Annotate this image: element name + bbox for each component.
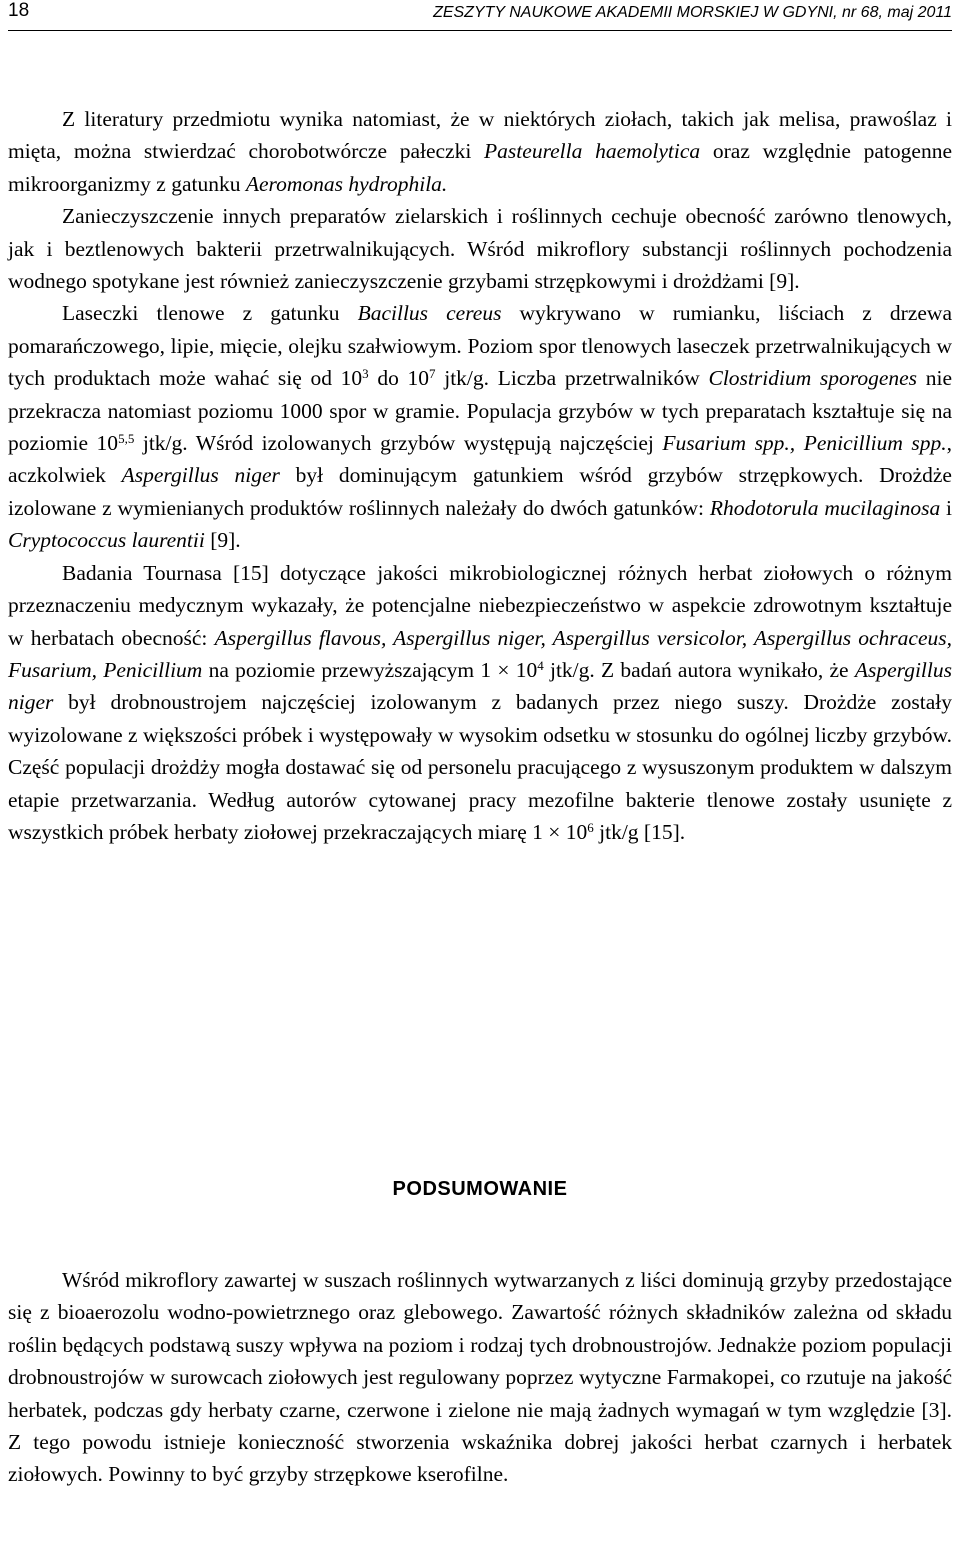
exponent: 5,5 — [118, 431, 135, 447]
paragraph-3 — [8, 297, 952, 556]
text-span: , aczkolwiek — [8, 431, 953, 488]
journal-header: ZESZYTY NAUKOWE AKADEMII MORSKIEJ W GDYNI, nr 68, maj 2011 — [433, 4, 952, 21]
text-span: jtk/g. Wśród izolowanych grzybów występują najczęściej — [134, 431, 663, 456]
species-name: Cryptococcus laurentii — [8, 528, 205, 553]
species-name: Clostridium sporogenes — [708, 366, 918, 391]
species-name: Aeromonas hydrophila. — [245, 171, 448, 196]
text-span: na poziomie przewyższającym 1 × 10 — [202, 657, 538, 682]
species-name: Aspergillus niger — [121, 463, 280, 488]
body-lower — [8, 1264, 952, 1491]
paragraph-5 — [8, 1264, 952, 1491]
exponent: 4 — [537, 657, 544, 673]
paragraph-4 — [8, 557, 952, 849]
text-span: Laseczki tlenowe z gatunku — [62, 301, 358, 326]
text-span: i — [940, 495, 952, 520]
body-upper — [8, 103, 952, 848]
text-span: Badania Tournasa [15] dotyczące jakości mikrobiologicznej różnych herbat ziołowych o różnym przeznaczeniu medycznym wykazały, że potencjalne niebezpieczeństwo w aspekcie zdrowotnym kształtuje w herbatach obecność: — [8, 560, 952, 650]
exponent: 7 — [429, 366, 436, 382]
text-span: był drobnoustrojem najczęściej izolowanym z badanych przez niego suszy. Drożdże zostały wyizolowane z większości próbek i występowały w wysokim odsetku w stosunku do ogólnej liczby grzybów. Część populacji drożdży mogła dostawać się od personelu pracującego z wysuszonym produktem w dalszym etapie przetwarzania. Według autorów cytowanej pracy mezofilne bakterie tlenowe zostały usunięte z wszystkich próbek herbaty ziołowej przekraczających miarę 1 × 10 — [8, 690, 952, 844]
text-span: był dominującym gatunkiem wśród grzybów strzępkowych. Drożdże izolowane z wymienianych produktów roślinnych należały do dwóch gatunków: — [8, 463, 952, 520]
species-name: Pasteurella haemolytica — [484, 139, 701, 164]
text-span: oraz względnie patogenne mikroorganizmy z gatunku — [8, 139, 953, 196]
species-name: Fusarium spp., Penicillium spp. — [662, 431, 947, 456]
species-name: Aspergillus flavous, Aspergillus niger, Aspergillus versicolor, Aspergillus ochraceus, Fusarium, Penicillium — [8, 625, 952, 682]
running-head — [8, 0, 952, 31]
text-span: [9]. — [204, 528, 241, 553]
species-name: Rhodotorula mucilaginosa — [709, 495, 941, 520]
paragraph-1 — [8, 103, 952, 200]
text-span: jtk/g. Liczba przetrwalników — [435, 366, 709, 391]
text-span: Z literatury przedmiotu wynika natomiast, że w niektórych ziołach, takich jak melisa, prawoślaz i mięta, można stwierdzać chorobotwórcze pałeczki — [8, 107, 952, 164]
text-span: wykrywano w rumianku, liściach z drzewa pomarańczowego, lipie, mięcie, olejku szałwiowym. Poziom spor tlenowych laseczek przetrwalnikujących w tych produktach może wahać się od 10 — [8, 301, 952, 391]
text-span: Wśród mikroflory zawartej w suszach roślinnych wytwarzanych z liści dominują grzyby przedostające się z bioaerozolu wodno-powietrznego oraz glebowego. Zawartość różnych składników zależna od składu roślin będących podstawą suszy wpływa na poziom i rodzaj tych drobnoustrojów. Jednakże poziom populacji drobnoustrojów w surowcach ziołowych jest regulowany poprzez wytyczne Farmakopei, co rzutuje na jakość herbatek, podczas gdy herbaty czarne, czerwone i zielone nie mają żadnych wymagań w tym względzie [3]. Z tego powodu istnieje konieczność stworzenia wskaźnika dobrej jakości herbat czarnych i herbatek ziołowych. Powinny to być grzyby strzępkowe kserofilne. — [8, 1268, 952, 1487]
section-heading: PODSUMOWANIE — [392, 1178, 568, 1200]
page-number: 18 — [8, 0, 30, 21]
text-span: jtk/g [15]. — [593, 819, 686, 844]
text-span: nie przekracza natomiast poziomu 1000 spor w gramie. Populacja grzybów w tych preparatach kształtuje się na poziomie 10 — [8, 366, 953, 456]
species-name: Aspergillus niger — [8, 657, 952, 715]
exponent: 6 — [587, 819, 594, 835]
text-span: jtk/g. Z badań autora wynikało, że — [543, 657, 855, 682]
text-span: do 10 — [368, 366, 430, 391]
exponent: 3 — [362, 366, 369, 382]
text-span: Zanieczyszczenie innych preparatów zielarskich i roślinnych cechuje obecność zarówno tlenowych, jak i beztlenowych bakterii przetrwalnikujących. Wśród mikroflory substancji roślinnych pochodzenia wodnego spotykane jest również zanieczyszczenie grzybami strzępkowymi i drożdżami [9]. — [8, 204, 952, 294]
paragraph-2 — [8, 200, 952, 297]
species-name: Bacillus cereus — [357, 301, 502, 326]
